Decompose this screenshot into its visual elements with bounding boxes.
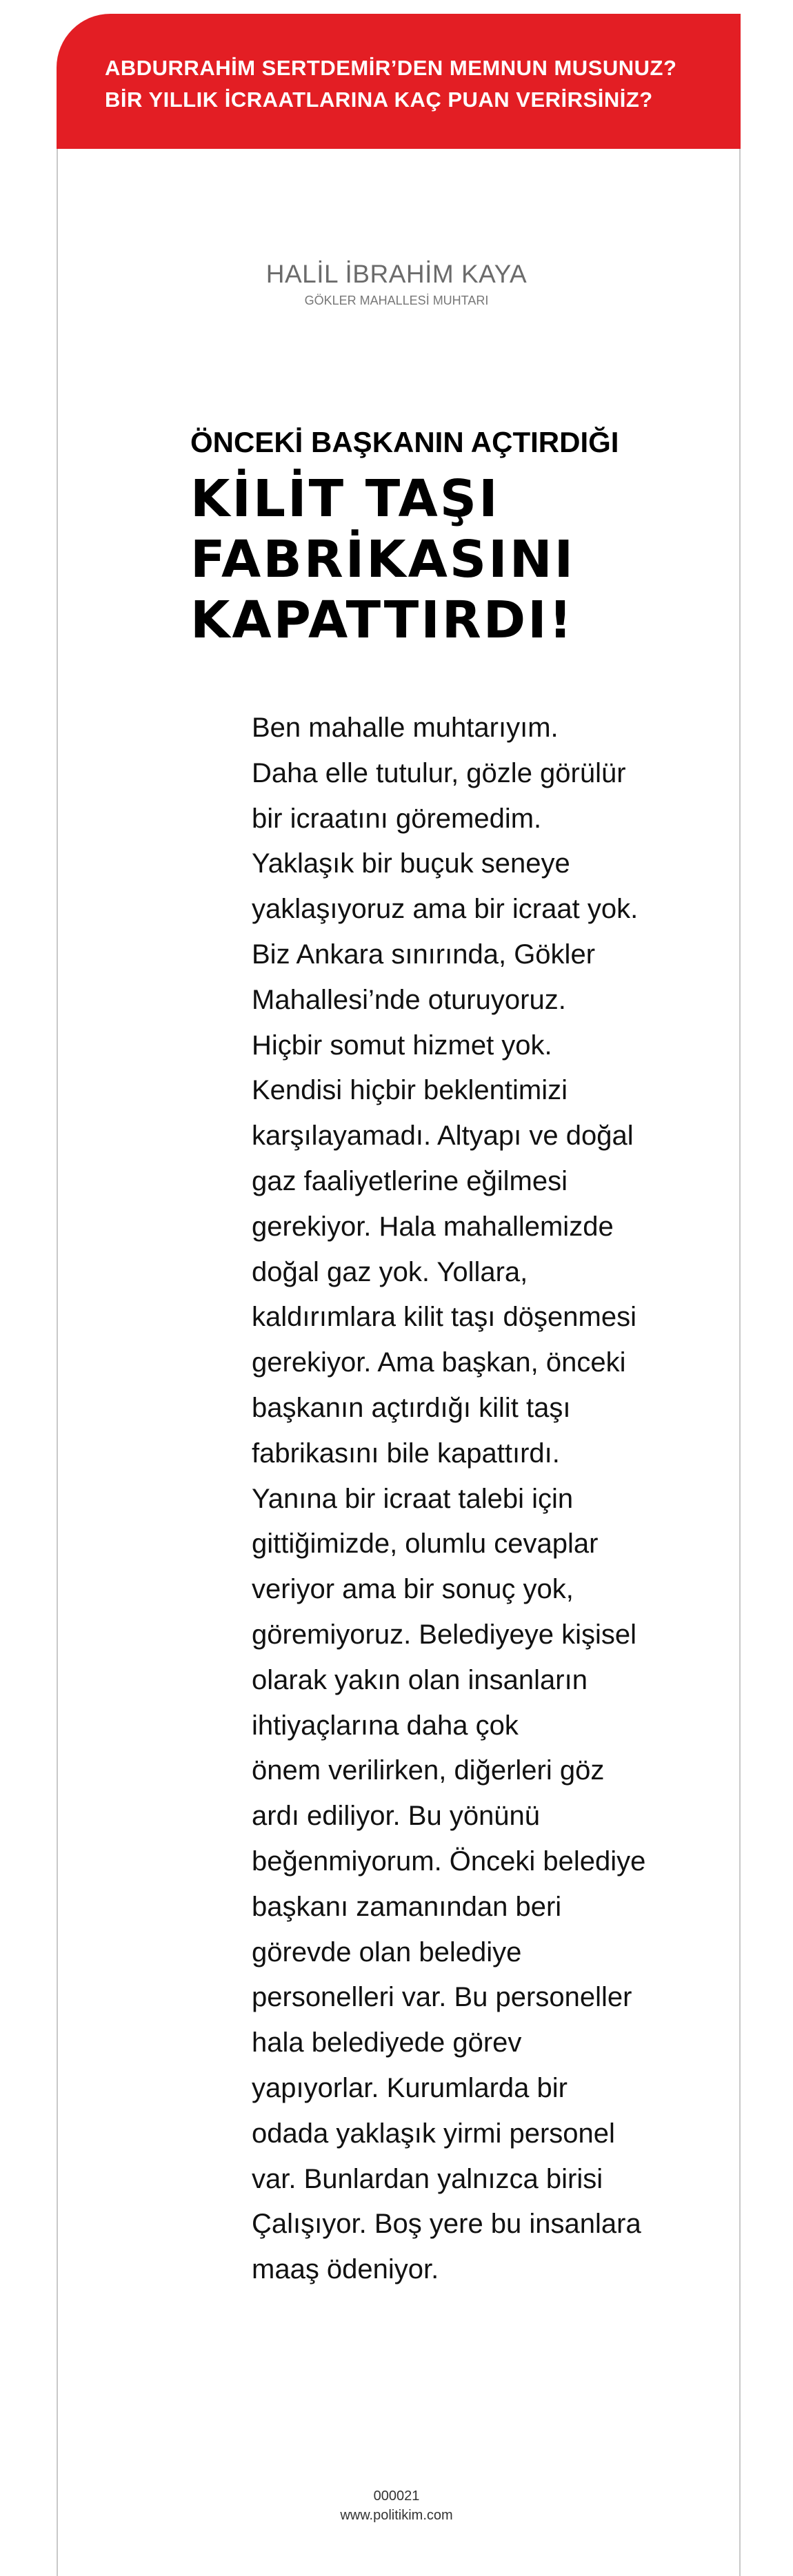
interviewee-title: GÖKLER MAHALLESİ MUHTARI (304, 294, 489, 307)
article-body (252, 706, 693, 2293)
body-line: beğenmiyorum. Önceki belediye (252, 1846, 646, 1877)
body-line: veriyor ama bir sonuç yok, (252, 1574, 574, 1605)
body-line: Kendisi hiçbir beklentimizi (252, 1075, 568, 1106)
body-line: başkanı zamanından beri (252, 1891, 562, 1922)
interviewee-block (0, 259, 793, 309)
left-border-rule (57, 145, 58, 2576)
right-border-rule (739, 145, 741, 2576)
headline-line: KAPATTIRDI! (190, 591, 574, 650)
body-line: başkanın açtırdığı kilit taşı (252, 1392, 571, 1423)
body-line: personelleri var. Bu personeller (252, 1982, 632, 2013)
body-line: gerekiyor. Hala mahallemizde (252, 1211, 614, 1242)
body-line: var. Bunlardan yalnızca birisi (252, 2163, 603, 2194)
body-line: gerekiyor. Ama başkan, önceki (252, 1347, 626, 1378)
body-line: Ben mahalle muhtarıyım. (252, 713, 559, 743)
headline-line: KİLİT TAŞI (190, 469, 500, 529)
body-line: Mahallesi’nde oturuyoruz. (252, 984, 566, 1015)
body-line: Biz Ankara sınırında, Gökler (252, 939, 596, 970)
headline (190, 469, 575, 651)
body-line: gittiğimizde, olumlu cevaplar (252, 1529, 599, 1560)
body-line: odada yaklaşık yirmi personel (252, 2118, 615, 2149)
body-line: doğal gaz yok. Yollara, (252, 1256, 528, 1287)
body-line: bir icraatını göremedim. (252, 803, 542, 834)
banner-question-line-2: BİR YILLIK İCRAATLARINA KAÇ PUAN VERİRSİNİZ? (105, 88, 653, 112)
body-line: karşılayamadı. Altyapı ve doğal (252, 1121, 634, 1152)
body-line: hala belediyede görev (252, 2027, 522, 2058)
website-url: www.politikim.com (340, 2508, 453, 2523)
page-footer (0, 2486, 793, 2525)
body-line: ardı ediliyor. Bu yönünü (252, 1801, 541, 1832)
body-line: yapıyorlar. Kurumlarda bir (252, 2072, 568, 2103)
interviewee-name: HALİL İBRAHİM KAYA (265, 260, 528, 288)
body-line: görevde olan belediye (252, 1936, 522, 1967)
body-line: ihtiyaçlarına daha çok (252, 1710, 519, 1741)
body-line: olarak yakın olan insanların (252, 1664, 588, 1695)
body-line: yaklaşıyoruz ama bir icraat yok. (252, 894, 639, 925)
headline-line: FABRİKASINI (190, 530, 576, 589)
body-line: maaş ödeniyor. (252, 2254, 439, 2285)
body-line: önem verilirken, diğerleri göz (252, 1755, 605, 1786)
body-line: kaldırımlara kilit taşı döşenmesi (252, 1302, 636, 1333)
page-code: 000021 (373, 2488, 420, 2504)
body-line: fabrikasını bile kapattırdı. (252, 1438, 560, 1469)
body-line: Yaklaşık bir buçuk seneye (252, 848, 570, 879)
body-line: gaz faaliyetlerine eğilmesi (252, 1165, 568, 1196)
question-banner (57, 14, 741, 149)
body-line: Yanına bir icraat talebi için (252, 1483, 574, 1514)
headline-kicker: ÖNCEKİ BAŞKANIN AÇTIRDIĞI (190, 426, 619, 458)
banner-question-line-1: ABDURRAHİM SERTDEMİR’DEN MEMNUN MUSUNUZ? (105, 56, 677, 80)
body-line: Çalışıyor. Boş yere bu insanlara (252, 2209, 641, 2240)
body-line: Daha elle tutulur, gözle görülür (252, 757, 626, 788)
body-line: göremiyoruz. Belediyeye kişisel (252, 1619, 637, 1650)
body-line: Hiçbir somut hizmet yok. (252, 1030, 552, 1061)
